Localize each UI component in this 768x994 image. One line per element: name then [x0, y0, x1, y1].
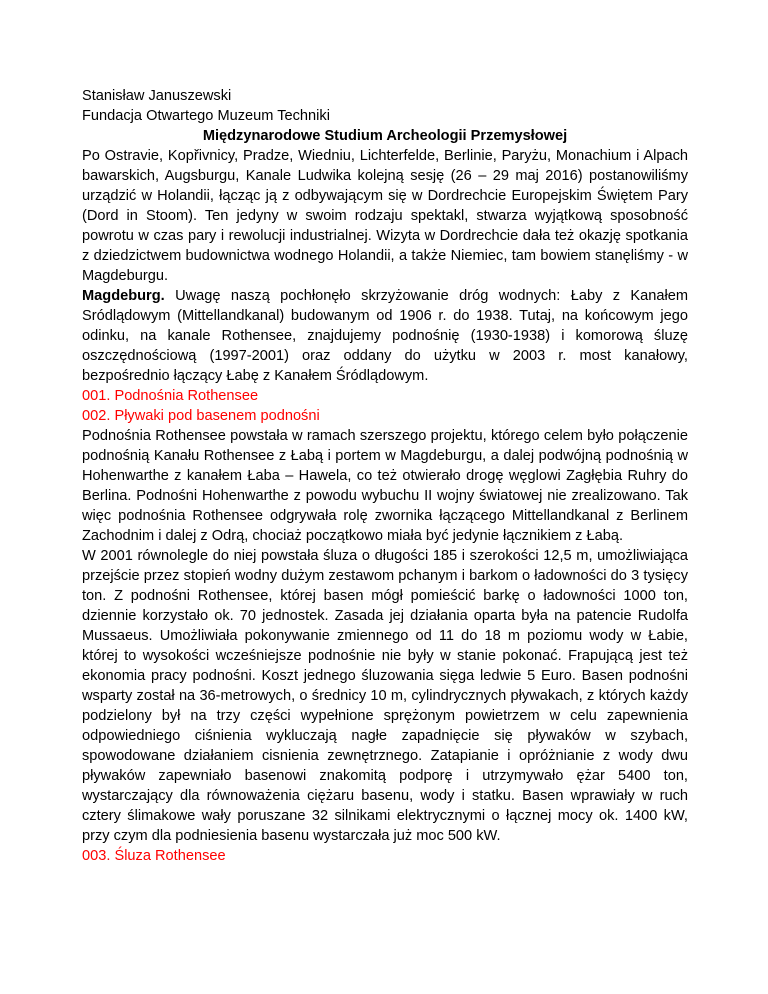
figure-link-plywaki[interactable]: 002. Pływaki pod basenem podnośni	[82, 408, 320, 424]
magdeburg-lead: Magdeburg.	[82, 288, 165, 304]
figure-link-podnosnia[interactable]: 001. Podnośnia Rothensee	[82, 388, 259, 404]
sluza-paragraph: W 2001 równolegle do niej powstała śluza o długości 185 i szerokości 12,5 m, umożliwiająca przejście przez stopień wodny dużym zestawom pchanym i barkom o ładowności do 3 tysięcy ton. Z podnośni Rothensee, której basen mógł pomieścić barkę o ładowności 1000 ton, dziennie korzystało ok. 70 jednostek. Zasada jej działania oparta była na patencie Rudolfa Mussaeus. Umożliwiała pokonywanie zmiennego od 11 do 18 m poziomu wody w Łabie, której to wysokości wcześniejsze podnośnie nie były w stanie pokonać. Frapującą jest też ekonomia pracy podnośni. Koszt jednego śluzowania sięga ledwie 5 Euro. Basen podnośni wsparty został na 36-metrowych, o średnicy 10 m, cylindrycznych pływakach, z których każdy podzielony był na trzy części wypełnione sprężonym powietrzem w celu zapewnienia odpowiedniego ciśnienia wykluczają nagłe zapadnięcie się pływaków w szybach, spowodowane działaniem cisnienia zewnętrznego. Zatapianie i opróżnianie z wody dwu pływaków zapewniało basenowi znakomitą podporę i utrzymywało ężar 5400 ton, wystarczający dla równoważenia ciężaru basenu, wody i statku. Basen wprawiały w ruch cztery ślimakowe wały poruszane 32 silnikami elektrycznymi o łącznej mocy ok. 1400 kW, przy czym dla podniesienia basenu wystarczała już moc 500 kW.	[82, 548, 688, 844]
intro-paragraph: Po Ostravie, Kopřivnicy, Pradze, Wiedniu, Lichterfelde, Berlinie, Paryżu, Monachium i Alpach bawarskich, Augsburgu, Kanale Ludwika kolejną sesję (26 – 29 maj 2016) postanowiliśmy urządzić w Holandii, łącząc ją z odbywającym się w Dordrechcie Europejskim Świętem Pary (Dord in Stoom). Ten jedyny w swoim rodzaju spektakl, stwarza wyjątkową sposobność powrotu w czas pary i rewolucji industrialnej. Wizyta w Dordrechcie dała też okazję spotkania z dziedzictwem budownictwa wodnego Holandii, a także Niemiec, tam bowiem stanęliśmy - w Magdeburgu.	[82, 148, 688, 284]
author-name: Stanisław Januszewski	[82, 88, 232, 104]
document-title: Międzynarodowe Studium Archeologii Przemysłowej	[202, 128, 568, 144]
magdeburg-text: Uwagę naszą pochłonęło skrzyżowanie dróg wodnych: Łaby z Kanałem Sródlądowym (Mittellandkanal) budowanym od 1906 r. do 1938. Tutaj, na końcowym jego odinku, na kanale Rothensee, znajdujemy podnośnię (1930-1938) i komorową śluzę oszczędnościową (1997-2001) oraz oddany do użytku w 2003 r. most kanałowy, bezpośrednio łączący Łabę z Kanałem Śródlądowym.	[82, 288, 688, 384]
organization-name: Fundacja Otwartego Muzeum Techniki	[82, 108, 330, 124]
magdeburg-paragraph	[82, 286, 688, 386]
podnosnia-paragraph: Podnośnia Rothensee powstała w ramach szerszego projektu, którego celem było połączenie podnośnią Kanału Rothensee z Łabą i portem w Magdeburgu, a dalej podwójną podnośnią w Hohenwarthe z kanałem Łaba – Hawela, co też otwierało drogę węglowi Zagłębia Ruhry do Berlina. Podnośni Hohenwarthe z powodu wybuchu II wojny światowej nie zrealizowano. Tak więc podnośnia Rothensee odgrywała rolę zwornika łączącego Mittellandkanal z Berlinem Zachodnim i dalej z Odrą, chociaż początkowo miała być jedynie łącznikiem z Łabą.	[82, 428, 688, 544]
document-body	[82, 86, 688, 866]
figure-link-sluza[interactable]: 003. Śluza Rothensee	[82, 848, 226, 864]
